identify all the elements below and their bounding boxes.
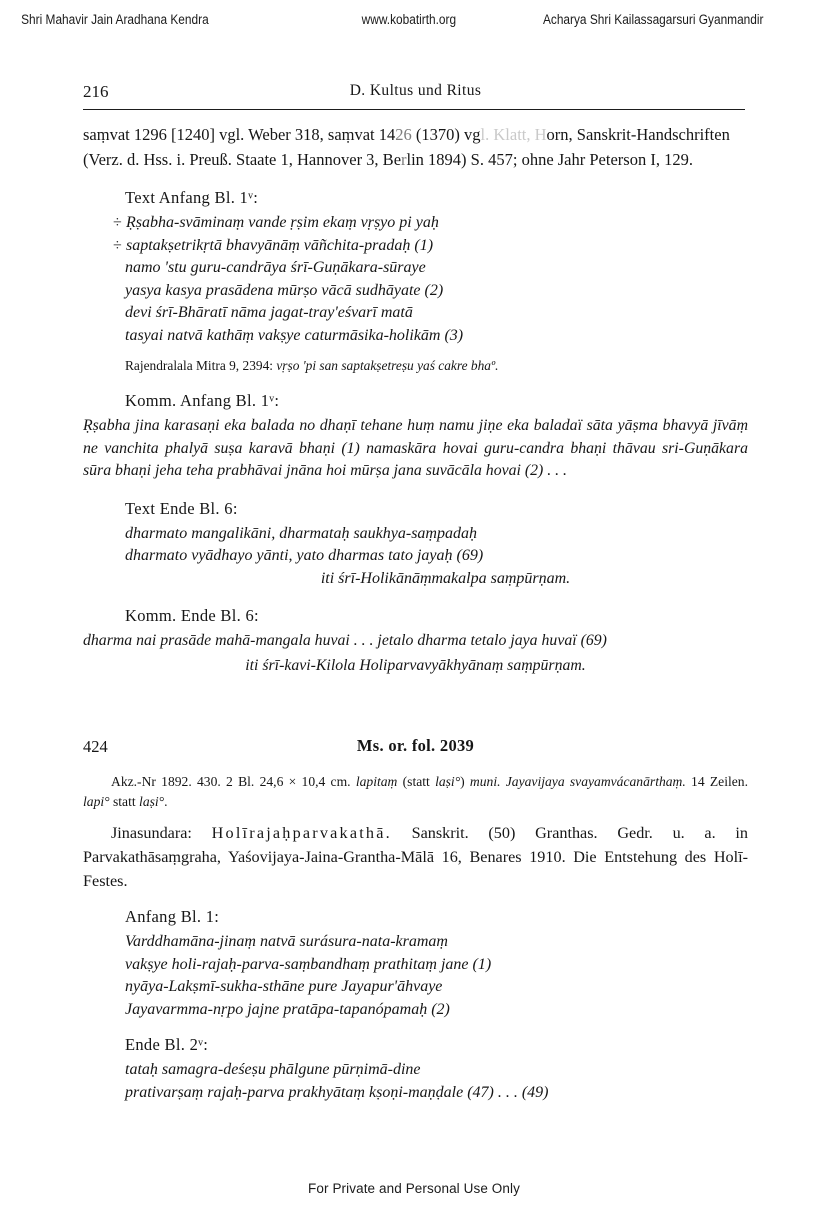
acquisition-note [83, 772, 748, 811]
mitra-reference-note [125, 356, 748, 375]
acquisition-pre: Akz.-Nr 1892. 430. 2 Bl. 24,6 × 10,4 cm. [111, 774, 356, 789]
provenance-paragraph [83, 123, 748, 172]
entry-heading-424 [83, 733, 748, 763]
caption-komm-ende-423: Komm. Ende Bl. 6: [125, 606, 259, 625]
verse-line: vakṣye holi-rajaḥ-parva-saṃbandhaṃ prathitaṃ jane (1) [125, 955, 492, 973]
verse-line: dharmato mangalikāni, dharmataḥ saukhya-saṃpadaḥ [125, 524, 477, 542]
verse-text: Ṛṣabha-svāminaṃ vande ṛṣim ekaṃ vṛṣyo pi yaḥ [126, 214, 439, 231]
acquisition-mid-1: (statt [397, 774, 436, 789]
division-mark-icon: ÷ [113, 236, 122, 254]
caption-anfang-424: Anfang Bl. 1: [125, 907, 220, 926]
acquisition-post: . [164, 793, 168, 809]
acquisition-italic-5: laṣi° [139, 793, 165, 809]
running-head [83, 80, 748, 106]
entry-shelfmark: Ms. or. fol. 2039 [356, 736, 475, 755]
verse-line: namo 'stu guru-candrāya śrī-Guṇākara-sūraye [125, 259, 426, 276]
work-title: Holīrajaḥparvakathā. [211, 824, 392, 842]
provenance-part-2: (1370) vg [411, 125, 481, 144]
provenance-part-4: lin 1894) S. 457; ohne Jahr Peterson I, 129. [406, 149, 693, 169]
scan-header-right-label: Acharya Shri Kailassagarsuri Gyanmandir [542, 11, 764, 27]
mitra-reference-roman: Rajendralala Mitra 9, 2394: [125, 358, 277, 373]
provenance-part-3: orn, Sanskrit-Handschriften (Verz. d. Hss. i. Preuß. Staate 1, Hannover 3, Be [83, 125, 730, 169]
verse-line: prativarṣaṃ rajaḥ-parva prakhyātaṃ kṣoṇi-maṇḍale (47) . . . (49) [125, 1083, 549, 1101]
mitra-reference-italic: vṛṣo 'pi san saptakṣetreṣu yaś cakre bhaº. [276, 358, 499, 373]
caption-text-anfang-423: Text Anfang Bl. 1ᵛ: [125, 188, 259, 207]
acquisition-mid-2: ) [460, 774, 470, 789]
caption-text-ende-423: Text Ende Bl. 6: [125, 498, 238, 518]
commentary-closing-text: dharma nai prasāde mahā-mangala huvai . . . jetalo dharma tetalo jaya huvaï (69) [83, 632, 607, 649]
work-description [83, 821, 748, 893]
entry-number: 424 [83, 737, 108, 756]
verse-line: tataḥ samagra-deśeṣu phālgune pūrṇimā-dine [125, 1061, 421, 1078]
scan-footer-label: For Private and Personal Use Only [308, 1180, 520, 1196]
caption-ende-424: Ende Bl. 2ᵛ: [125, 1035, 209, 1054]
provenance-faded-digits: 26 [395, 125, 412, 144]
provenance-part-1: saṃvat 1296 [1240] vgl. Weber 318, saṃvat 14 [83, 125, 396, 144]
acquisition-mid-4: statt [109, 793, 140, 809]
caption-komm-anfang-423: Komm. Anfang Bl. 1ᵛ: [125, 391, 280, 410]
acquisition-italic-2: laṣi° [435, 774, 461, 789]
acquisition-italic-4: lapi° [83, 793, 110, 809]
verse-text: saptakṣetrikṛtā bhavyānāṃ vāñchita-pradaḥ (1) [126, 236, 434, 254]
commentary-opening-text: Ṛṣabha jina karasaṇi eka balada no dhaṇī tehane huṃ namu jiṇe eka baladaï sāta yāṣma bhavyā jīvāṃ ne vanchita phalyā suṣa karavā bhaṇi (1) namaskāra hovai guru-candra bhaṇi thāvau sri-Guṇākara sūra bhaṇi jeha teha prabhāvai jnāna hoi mūrṣa jana suvācāla hovai (2) . . . [83, 417, 748, 479]
acquisition-italic-1: lapitaṃ [355, 774, 398, 789]
page-number: 216 [83, 82, 109, 101]
work-description-rest: Sanskrit. (50) Granthas. Gedr. u. a. in Parvakathāsaṃgraha, Yaśovijaya-Jaina-Grantha-Mālā 16, Benares 1910. Die Entstehung des Holī-Festes. [83, 824, 748, 890]
commentary-closing-colophon: iti śrī-kavi-Kilola Holiparvavyākhyānaṃ saṃpūrṇam. [245, 656, 586, 674]
header-rule [83, 109, 745, 110]
acquisition-italic-3: muni. Jayavijaya svayamvácanārthaṃ. [469, 774, 686, 789]
verse-line: yasya kasya prasādena mūrṣo vācā sudhāyate (2) [125, 281, 444, 299]
running-head-title: D. Kultus und Ritus [349, 82, 482, 99]
provenance-faded-middle: l. Klatt, H [480, 125, 547, 144]
provenance-faded-late: r [401, 149, 407, 169]
verse-line: dharmato vyādhayo yānti, yato dharmas tato jayaḥ (69) [125, 547, 484, 564]
acquisition-mid-3: 14 Zeilen. [685, 774, 748, 789]
verse-line: tasyai natvā kathāṃ vakṣye caturmāsika-holikām (3) [125, 326, 464, 344]
verse-line: Varddhamāna-jinaṃ natvā surásura-nata-kramaṃ [125, 933, 448, 950]
scan-footer [0, 1178, 828, 1198]
verse-line: nyāya-Lakṣmī-sukha-sthāne pure Jayapur'āhvaye [125, 978, 443, 995]
scan-header-left-label: Shri Mahavir Jain Aradhana Kendra [21, 11, 209, 27]
colophon-line: iti śrī-Holikānāṃmakalpa saṃpūrṇam. [320, 569, 571, 587]
work-author: Jinasundara: [111, 824, 192, 842]
verse-line [113, 212, 748, 235]
verse-line [113, 235, 748, 258]
scan-header-url: www.kobatirth.org [361, 11, 457, 27]
division-mark-icon: ÷ [113, 214, 122, 231]
printed-text-block [83, 80, 748, 1104]
verse-line: devi śrī-Bhāratī nāma jagat-tray'eśvarī matā [125, 304, 413, 321]
scan-header [0, 8, 828, 30]
verse-line: Jayavarmma-nṛpo jajne pratāpa-tapanópamaḥ (2) [125, 1000, 450, 1018]
